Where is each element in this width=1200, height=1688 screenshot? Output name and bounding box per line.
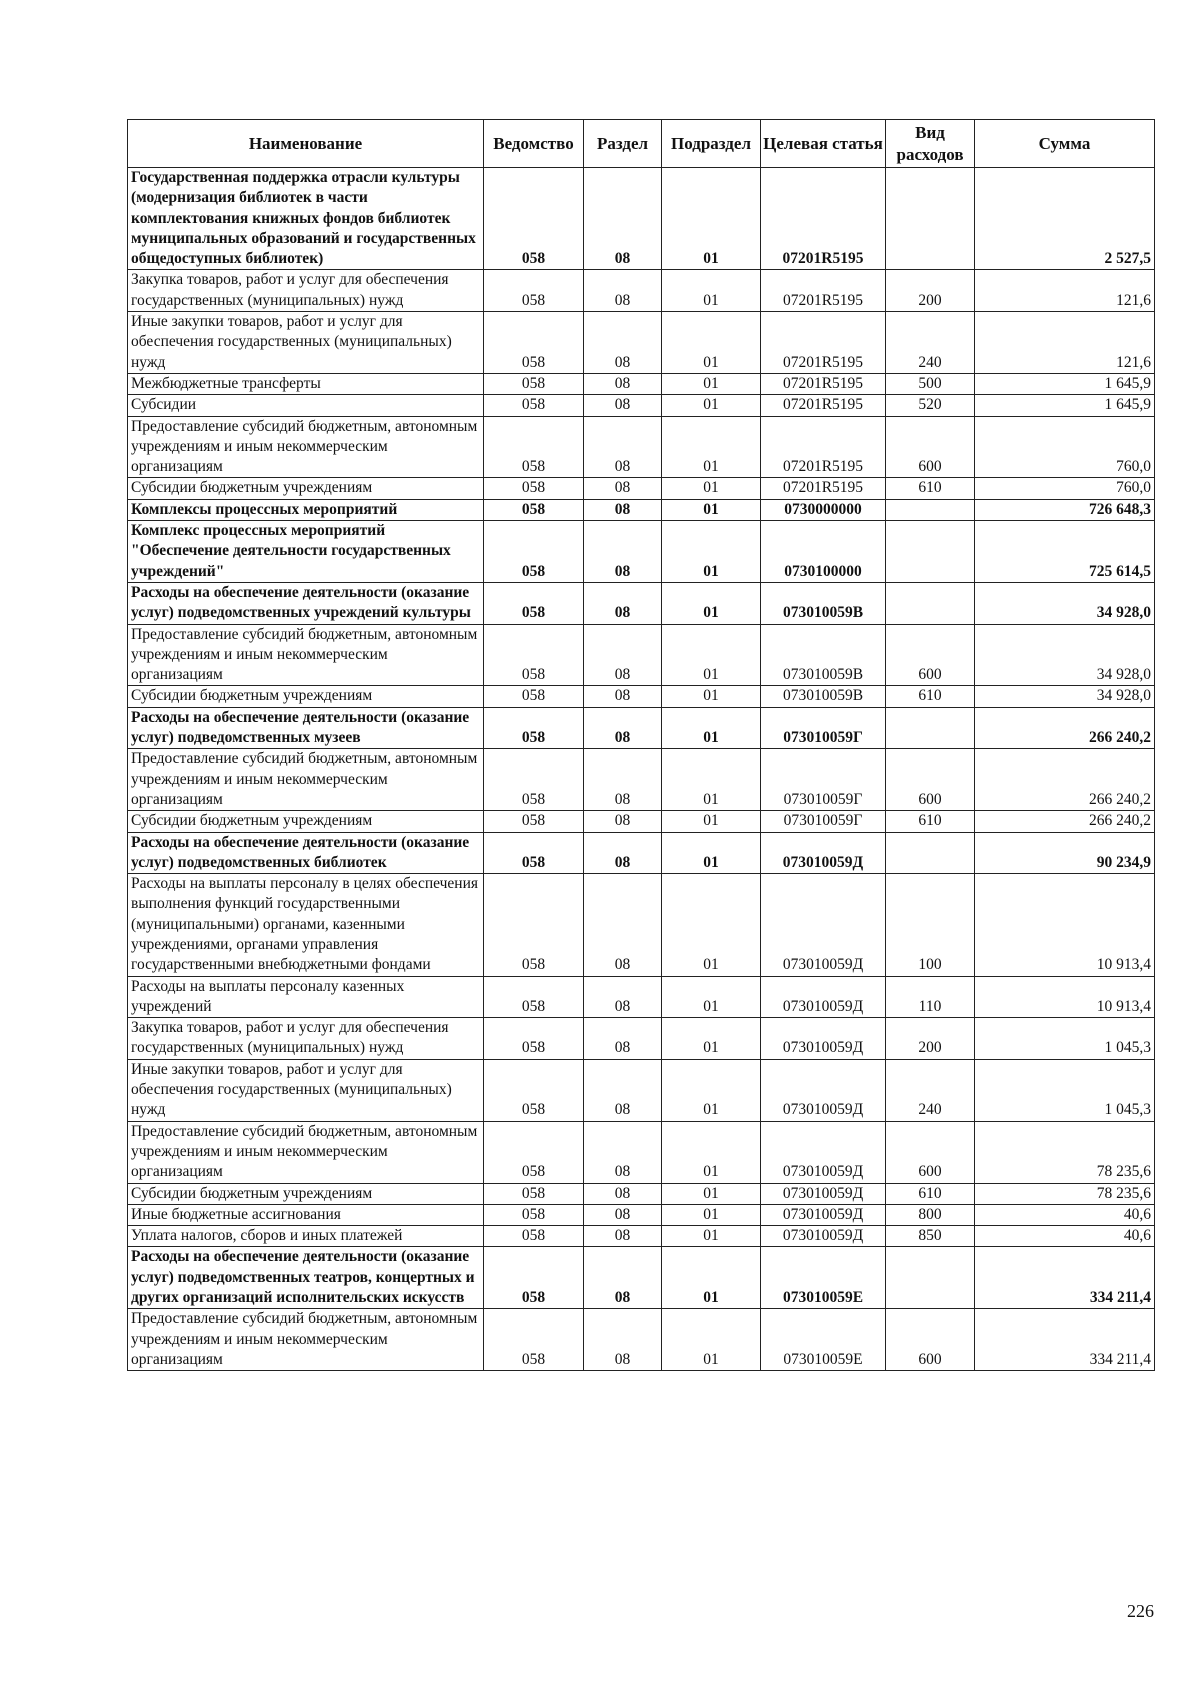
cell-name: Межбюджетные трансферты xyxy=(128,373,484,394)
cell-department: 058 xyxy=(484,582,584,624)
cell-department: 058 xyxy=(484,1247,584,1309)
cell-department: 058 xyxy=(484,832,584,874)
cell-target-article: 073010059Д xyxy=(761,1059,886,1121)
cell-target-article: 0730100000 xyxy=(761,521,886,583)
cell-name: Предоставление субсидий бюджетным, автономным учреждениям и иным некоммерческим организациям xyxy=(128,624,484,686)
cell-amount: 266 240,2 xyxy=(975,707,1155,749)
cell-subsection: 01 xyxy=(662,478,761,499)
cell-subsection: 01 xyxy=(662,416,761,478)
cell-expense-type: 200 xyxy=(886,1018,975,1060)
cell-name: Субсидии бюджетным учреждениям xyxy=(128,811,484,832)
table-row xyxy=(128,270,1155,312)
cell-amount: 40,6 xyxy=(975,1226,1155,1247)
cell-amount: 760,0 xyxy=(975,416,1155,478)
cell-target-article: 07201R5195 xyxy=(761,168,886,270)
table-row xyxy=(128,1204,1155,1225)
cell-subsection: 01 xyxy=(662,1247,761,1309)
cell-target-article: 073010059Д xyxy=(761,1121,886,1183)
cell-expense-type: 850 xyxy=(886,1226,975,1247)
cell-expense-type xyxy=(886,1247,975,1309)
table-row xyxy=(128,749,1155,811)
cell-target-article: 073010059Д xyxy=(761,1204,886,1225)
cell-name: Субсидии бюджетным учреждениям xyxy=(128,1183,484,1204)
header-name: Наименование xyxy=(128,120,484,168)
cell-name: Закупка товаров, работ и услуг для обеспечения государственных (муниципальных) нужд xyxy=(128,1018,484,1060)
budget-table xyxy=(127,119,1155,1371)
cell-name: Иные бюджетные ассигнования xyxy=(128,1204,484,1225)
table-row xyxy=(128,624,1155,686)
cell-amount: 1 645,9 xyxy=(975,395,1155,416)
table-row xyxy=(128,874,1155,976)
cell-name: Субсидии бюджетным учреждениям xyxy=(128,478,484,499)
cell-expense-type xyxy=(886,168,975,270)
cell-department: 058 xyxy=(484,811,584,832)
cell-department: 058 xyxy=(484,686,584,707)
cell-subsection: 01 xyxy=(662,499,761,520)
cell-subsection: 01 xyxy=(662,874,761,976)
cell-expense-type: 240 xyxy=(886,1059,975,1121)
header-target-article: Целевая статья xyxy=(761,120,886,168)
cell-section: 08 xyxy=(584,478,662,499)
cell-department: 058 xyxy=(484,1226,584,1247)
header-amount: Сумма xyxy=(975,120,1155,168)
cell-amount: 2 527,5 xyxy=(975,168,1155,270)
cell-department: 058 xyxy=(484,478,584,499)
cell-target-article: 07201R5195 xyxy=(761,373,886,394)
table-row xyxy=(128,707,1155,749)
cell-expense-type: 610 xyxy=(886,811,975,832)
cell-subsection: 01 xyxy=(662,168,761,270)
cell-name: Предоставление субсидий бюджетным, автономным учреждениям и иным некоммерческим организациям xyxy=(128,416,484,478)
cell-subsection: 01 xyxy=(662,811,761,832)
cell-target-article: 07201R5195 xyxy=(761,395,886,416)
cell-target-article: 07201R5195 xyxy=(761,270,886,312)
cell-section: 08 xyxy=(584,976,662,1018)
cell-expense-type xyxy=(886,499,975,520)
cell-expense-type: 600 xyxy=(886,1309,975,1371)
cell-name: Уплата налогов, сборов и иных платежей xyxy=(128,1226,484,1247)
cell-target-article: 073010059Г xyxy=(761,749,886,811)
cell-amount: 266 240,2 xyxy=(975,749,1155,811)
cell-name: Расходы на обеспечение деятельности (оказание услуг) подведомственных библиотек xyxy=(128,832,484,874)
cell-amount: 40,6 xyxy=(975,1204,1155,1225)
table-row xyxy=(128,582,1155,624)
cell-expense-type: 200 xyxy=(886,270,975,312)
cell-section: 08 xyxy=(584,395,662,416)
cell-target-article: 073010059Г xyxy=(761,811,886,832)
cell-name: Государственная поддержка отрасли культуры (модернизация библиотек в части комплектования книжных фондов библиотек муниципальных образований и государственных общедоступных библиотек) xyxy=(128,168,484,270)
cell-amount: 34 928,0 xyxy=(975,686,1155,707)
cell-name: Субсидии xyxy=(128,395,484,416)
table-row xyxy=(128,686,1155,707)
cell-expense-type: 600 xyxy=(886,416,975,478)
cell-section: 08 xyxy=(584,811,662,832)
cell-section: 08 xyxy=(584,416,662,478)
cell-section: 08 xyxy=(584,707,662,749)
cell-section: 08 xyxy=(584,1183,662,1204)
cell-name: Предоставление субсидий бюджетным, автономным учреждениям и иным некоммерческим организациям xyxy=(128,749,484,811)
cell-expense-type xyxy=(886,707,975,749)
cell-department: 058 xyxy=(484,1309,584,1371)
cell-subsection: 01 xyxy=(662,1018,761,1060)
cell-department: 058 xyxy=(484,270,584,312)
cell-subsection: 01 xyxy=(662,312,761,374)
cell-section: 08 xyxy=(584,1309,662,1371)
cell-expense-type: 600 xyxy=(886,1121,975,1183)
cell-name: Расходы на выплаты персоналу в целях обеспечения выполнения функций государственными (муниципальными) органами, казенными учреждениями, органами управления государственными внебюджетными фондами xyxy=(128,874,484,976)
cell-amount: 1 045,3 xyxy=(975,1018,1155,1060)
cell-target-article: 0730000000 xyxy=(761,499,886,520)
cell-department: 058 xyxy=(484,312,584,374)
cell-section: 08 xyxy=(584,582,662,624)
cell-amount: 1 045,3 xyxy=(975,1059,1155,1121)
cell-amount: 10 913,4 xyxy=(975,976,1155,1018)
cell-amount: 90 234,9 xyxy=(975,832,1155,874)
cell-expense-type xyxy=(886,521,975,583)
cell-subsection: 01 xyxy=(662,832,761,874)
cell-expense-type: 610 xyxy=(886,478,975,499)
header-section: Раздел xyxy=(584,120,662,168)
cell-expense-type: 610 xyxy=(886,686,975,707)
cell-amount: 725 614,5 xyxy=(975,521,1155,583)
cell-name: Расходы на обеспечение деятельности (оказание услуг) подведомственных театров, концертных и других организаций исполнительских искусств xyxy=(128,1247,484,1309)
cell-section: 08 xyxy=(584,832,662,874)
cell-target-article: 073010059Е xyxy=(761,1309,886,1371)
cell-target-article: 07201R5195 xyxy=(761,478,886,499)
table-row xyxy=(128,416,1155,478)
cell-name: Расходы на выплаты персоналу казенных учреждений xyxy=(128,976,484,1018)
cell-target-article: 073010059Д xyxy=(761,1226,886,1247)
cell-name: Закупка товаров, работ и услуг для обеспечения государственных (муниципальных) нужд xyxy=(128,270,484,312)
table-row xyxy=(128,395,1155,416)
cell-subsection: 01 xyxy=(662,582,761,624)
page-number: 226 xyxy=(1127,1601,1154,1621)
cell-target-article: 073010059В xyxy=(761,582,886,624)
cell-department: 058 xyxy=(484,624,584,686)
cell-name: Расходы на обеспечение деятельности (оказание услуг) подведомственных музеев xyxy=(128,707,484,749)
table-row xyxy=(128,312,1155,374)
table-row xyxy=(128,521,1155,583)
cell-department: 058 xyxy=(484,168,584,270)
cell-department: 058 xyxy=(484,499,584,520)
cell-subsection: 01 xyxy=(662,1309,761,1371)
cell-department: 058 xyxy=(484,1183,584,1204)
cell-target-article: 073010059Д xyxy=(761,874,886,976)
cell-amount: 760,0 xyxy=(975,478,1155,499)
cell-department: 058 xyxy=(484,416,584,478)
cell-department: 058 xyxy=(484,749,584,811)
header-department: Ведомство xyxy=(484,120,584,168)
cell-target-article: 073010059Д xyxy=(761,832,886,874)
cell-section: 08 xyxy=(584,874,662,976)
table-row xyxy=(128,1309,1155,1371)
cell-section: 08 xyxy=(584,1121,662,1183)
cell-amount: 726 648,3 xyxy=(975,499,1155,520)
cell-section: 08 xyxy=(584,373,662,394)
cell-name: Предоставление субсидий бюджетным, автономным учреждениям и иным некоммерческим организациям xyxy=(128,1121,484,1183)
cell-name: Субсидии бюджетным учреждениям xyxy=(128,686,484,707)
cell-target-article: 073010059Е xyxy=(761,1247,886,1309)
cell-section: 08 xyxy=(584,270,662,312)
cell-department: 058 xyxy=(484,1204,584,1225)
cell-section: 08 xyxy=(584,749,662,811)
table-row xyxy=(128,811,1155,832)
header-expense-type: Вид расходов xyxy=(886,120,975,168)
cell-subsection: 01 xyxy=(662,686,761,707)
cell-department: 058 xyxy=(484,521,584,583)
cell-subsection: 01 xyxy=(662,521,761,583)
cell-subsection: 01 xyxy=(662,1183,761,1204)
cell-target-article: 073010059В xyxy=(761,686,886,707)
cell-name: Комплекс процессных мероприятий "Обеспечение деятельности государственных учреждений" xyxy=(128,521,484,583)
cell-name: Иные закупки товаров, работ и услуг для обеспечения государственных (муниципальных) нужд xyxy=(128,312,484,374)
cell-section: 08 xyxy=(584,521,662,583)
cell-section: 08 xyxy=(584,168,662,270)
cell-expense-type: 500 xyxy=(886,373,975,394)
cell-expense-type: 110 xyxy=(886,976,975,1018)
cell-department: 058 xyxy=(484,874,584,976)
cell-subsection: 01 xyxy=(662,1059,761,1121)
cell-amount: 78 235,6 xyxy=(975,1183,1155,1204)
cell-section: 08 xyxy=(584,1247,662,1309)
cell-expense-type: 600 xyxy=(886,624,975,686)
table-row xyxy=(128,1183,1155,1204)
cell-subsection: 01 xyxy=(662,1204,761,1225)
cell-target-article: 073010059Д xyxy=(761,1018,886,1060)
cell-expense-type: 600 xyxy=(886,749,975,811)
cell-target-article: 073010059Д xyxy=(761,1183,886,1204)
cell-section: 08 xyxy=(584,686,662,707)
cell-expense-type: 240 xyxy=(886,312,975,374)
cell-section: 08 xyxy=(584,499,662,520)
cell-department: 058 xyxy=(484,1059,584,1121)
header-subsection: Подраздел xyxy=(662,120,761,168)
cell-subsection: 01 xyxy=(662,707,761,749)
cell-section: 08 xyxy=(584,312,662,374)
cell-amount: 34 928,0 xyxy=(975,582,1155,624)
cell-name: Предоставление субсидий бюджетным, автономным учреждениям и иным некоммерческим организациям xyxy=(128,1309,484,1371)
table-row xyxy=(128,373,1155,394)
table-row xyxy=(128,499,1155,520)
cell-target-article: 073010059В xyxy=(761,624,886,686)
table-row xyxy=(128,1247,1155,1309)
cell-section: 08 xyxy=(584,1018,662,1060)
table-row xyxy=(128,1226,1155,1247)
cell-target-article: 073010059Г xyxy=(761,707,886,749)
cell-amount: 10 913,4 xyxy=(975,874,1155,976)
cell-subsection: 01 xyxy=(662,373,761,394)
cell-section: 08 xyxy=(584,1226,662,1247)
cell-expense-type: 610 xyxy=(886,1183,975,1204)
cell-department: 058 xyxy=(484,395,584,416)
cell-section: 08 xyxy=(584,1059,662,1121)
cell-expense-type: 800 xyxy=(886,1204,975,1225)
cell-name: Расходы на обеспечение деятельности (оказание услуг) подведомственных учреждений культуры xyxy=(128,582,484,624)
cell-department: 058 xyxy=(484,707,584,749)
cell-name: Иные закупки товаров, работ и услуг для обеспечения государственных (муниципальных) нужд xyxy=(128,1059,484,1121)
cell-target-article: 073010059Д xyxy=(761,976,886,1018)
table-row xyxy=(128,1018,1155,1060)
table-row xyxy=(128,1059,1155,1121)
cell-subsection: 01 xyxy=(662,749,761,811)
table-row xyxy=(128,168,1155,270)
cell-amount: 334 211,4 xyxy=(975,1309,1155,1371)
table-row xyxy=(128,832,1155,874)
cell-amount: 266 240,2 xyxy=(975,811,1155,832)
cell-target-article: 07201R5195 xyxy=(761,312,886,374)
table-body xyxy=(128,168,1155,1371)
cell-amount: 334 211,4 xyxy=(975,1247,1155,1309)
cell-expense-type: 100 xyxy=(886,874,975,976)
cell-amount: 78 235,6 xyxy=(975,1121,1155,1183)
cell-subsection: 01 xyxy=(662,976,761,1018)
cell-subsection: 01 xyxy=(662,270,761,312)
table-row xyxy=(128,1121,1155,1183)
cell-expense-type xyxy=(886,582,975,624)
cell-department: 058 xyxy=(484,1018,584,1060)
cell-section: 08 xyxy=(584,1204,662,1225)
header-row xyxy=(128,120,1155,168)
cell-target-article: 07201R5195 xyxy=(761,416,886,478)
cell-department: 058 xyxy=(484,1121,584,1183)
cell-subsection: 01 xyxy=(662,1121,761,1183)
cell-name: Комплексы процессных мероприятий xyxy=(128,499,484,520)
cell-amount: 1 645,9 xyxy=(975,373,1155,394)
cell-amount: 121,6 xyxy=(975,270,1155,312)
cell-section: 08 xyxy=(584,624,662,686)
cell-subsection: 01 xyxy=(662,1226,761,1247)
table-row xyxy=(128,976,1155,1018)
cell-department: 058 xyxy=(484,373,584,394)
table-row xyxy=(128,478,1155,499)
cell-subsection: 01 xyxy=(662,624,761,686)
cell-expense-type xyxy=(886,832,975,874)
cell-department: 058 xyxy=(484,976,584,1018)
cell-expense-type: 520 xyxy=(886,395,975,416)
cell-amount: 121,6 xyxy=(975,312,1155,374)
cell-amount: 34 928,0 xyxy=(975,624,1155,686)
cell-subsection: 01 xyxy=(662,395,761,416)
